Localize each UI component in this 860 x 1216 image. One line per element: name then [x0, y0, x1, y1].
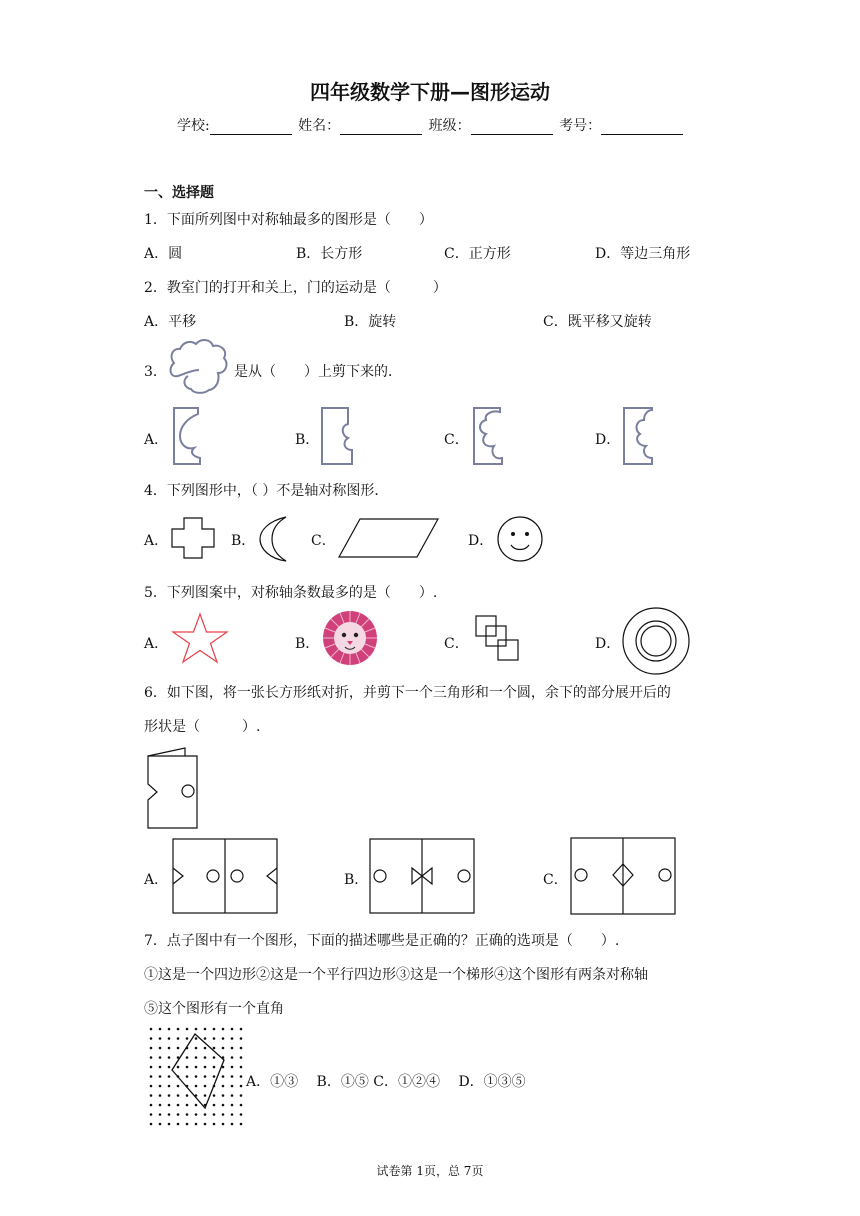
grid-dot [177, 1113, 180, 1116]
q3-option-b[interactable]: B． [295, 432, 320, 448]
grid-dot [222, 1028, 225, 1031]
q1-option-b[interactable]: B．长方形 [296, 246, 363, 262]
q1-stem: 1．下面所列图中对称轴最多的图形是（ ） [144, 212, 433, 228]
grid-dot [213, 1066, 216, 1069]
cross-shape-icon [170, 517, 216, 559]
grid-dot [240, 1037, 243, 1040]
grid-dot [150, 1094, 153, 1097]
q3-option-d[interactable]: D． [595, 432, 621, 448]
grid-dot [195, 1066, 198, 1069]
grid-dot [159, 1066, 162, 1069]
grid-dot [168, 1047, 171, 1050]
grid-dot [240, 1113, 243, 1116]
q5-option-c[interactable]: C． [444, 636, 469, 652]
grid-dot [177, 1066, 180, 1069]
q6-option-c-unfolded-icon [570, 837, 676, 915]
class-label: 班级： [428, 118, 471, 134]
dot-grid-figure [148, 1026, 244, 1128]
q7-stem: 7．点子图中有一个图形，下面的描述哪些是正确的？正确的选项是（ ）. [144, 933, 620, 949]
grid-dot [240, 1056, 243, 1059]
grid-dot [186, 1056, 189, 1059]
page-title: 四年级数学下册—图形运动 [310, 80, 550, 104]
grid-dot [222, 1104, 225, 1107]
q5-option-d[interactable]: D． [595, 636, 621, 652]
q6-option-b[interactable]: B． [344, 872, 369, 888]
grid-dot [222, 1075, 225, 1078]
grid-dot [240, 1094, 243, 1097]
exam-number-blank[interactable] [601, 120, 683, 135]
grid-dot [204, 1047, 207, 1050]
grid-dot [159, 1047, 162, 1050]
grid-dot [195, 1123, 198, 1126]
grid-dot [195, 1075, 198, 1078]
exam-number-label: 考号： [559, 118, 602, 134]
grid-dot [213, 1113, 216, 1116]
q6-option-a[interactable]: A． [144, 872, 169, 888]
grid-dot [168, 1056, 171, 1059]
grid-dot [159, 1085, 162, 1088]
grid-dot [150, 1047, 153, 1050]
grid-dot [231, 1075, 234, 1078]
grid-dot [240, 1123, 243, 1126]
grid-dot [240, 1104, 243, 1107]
grid-dot [231, 1028, 234, 1031]
grid-dot [186, 1123, 189, 1126]
q5-option-a[interactable]: A． [144, 636, 169, 652]
grid-dot [186, 1075, 189, 1078]
grid-dot [231, 1085, 234, 1088]
school-blank[interactable] [210, 120, 292, 135]
grid-dot [231, 1094, 234, 1097]
grid-dot [168, 1123, 171, 1126]
q3-option-b-shape-icon [318, 406, 356, 466]
q4-option-c[interactable]: C． [311, 533, 336, 549]
grid-dot [168, 1028, 171, 1031]
school-label: 学校: [177, 118, 210, 134]
grid-dot [150, 1037, 153, 1040]
grid-dot [177, 1047, 180, 1050]
q3-number: 3． [144, 364, 167, 380]
class-blank[interactable] [471, 120, 553, 135]
parallelogram-icon [338, 518, 440, 558]
grid-dot [168, 1075, 171, 1078]
page-footer: 试卷第 1页，总 7页 [376, 1164, 484, 1178]
q6-option-b-unfolded-icon [369, 838, 475, 914]
grid-dot [231, 1113, 234, 1116]
grid-dot [195, 1028, 198, 1031]
grid-dot [195, 1056, 198, 1059]
grid-dot [186, 1028, 189, 1031]
grid-dot [204, 1094, 207, 1097]
star-icon [170, 612, 230, 664]
grid-dot [213, 1056, 216, 1059]
grid-dot [213, 1104, 216, 1107]
grid-dot [213, 1123, 216, 1126]
grid-dot [159, 1056, 162, 1059]
grid-dot [177, 1028, 180, 1031]
grid-dot [231, 1104, 234, 1107]
grid-dot [222, 1113, 225, 1116]
grid-dot [240, 1075, 243, 1078]
grid-dot [150, 1028, 153, 1031]
grid-dot [204, 1028, 207, 1031]
q3-option-d-shape-icon [620, 406, 656, 466]
grid-dot [204, 1085, 207, 1088]
grid-dot [240, 1047, 243, 1050]
grid-dot [213, 1094, 216, 1097]
grid-dot [195, 1104, 198, 1107]
grid-dot [159, 1113, 162, 1116]
grid-dot [195, 1085, 198, 1088]
q1-option-c[interactable]: C．正方形 [444, 246, 511, 262]
grid-dot [150, 1123, 153, 1126]
grid-dot [177, 1104, 180, 1107]
grid-dot [213, 1047, 216, 1050]
grid-dot [195, 1047, 198, 1050]
q4-option-b[interactable]: B． [231, 533, 256, 549]
grid-dot [204, 1075, 207, 1078]
q6-option-c[interactable]: C． [543, 872, 568, 888]
grid-dot [186, 1113, 189, 1116]
grid-dot [240, 1028, 243, 1031]
section-title: 一、选择题 [144, 185, 214, 201]
q3-option-a[interactable]: A． [144, 432, 169, 448]
grid-dot [168, 1113, 171, 1116]
grid-dot [168, 1037, 171, 1040]
grid-dot [159, 1075, 162, 1078]
grid-dot [231, 1037, 234, 1040]
grid-dot [186, 1094, 189, 1097]
grid-dot [195, 1037, 198, 1040]
q7-statements-line2: ⑤这个图形有一个直角 [144, 1001, 284, 1017]
grid-dot [159, 1037, 162, 1040]
grid-dot [177, 1123, 180, 1126]
q7-statements-line1: ①这是一个四边形②这是一个平行四边形③这是一个梯形④这个图形有两条对称轴 [144, 967, 648, 983]
grid-dot [240, 1085, 243, 1088]
grid-dot [186, 1066, 189, 1069]
grid-dot [150, 1075, 153, 1078]
grid-dot [222, 1037, 225, 1040]
grid-dot [168, 1085, 171, 1088]
grid-dot [150, 1104, 153, 1107]
grid-dot [213, 1028, 216, 1031]
grid-dot [168, 1066, 171, 1069]
grid-dot [177, 1085, 180, 1088]
grid-dot [150, 1066, 153, 1069]
grid-dot [159, 1123, 162, 1126]
grid-dot [204, 1113, 207, 1116]
grid-dot [159, 1028, 162, 1031]
q6-stem-line1: 6．如下图，将一张长方形纸对折，并剪下一个三角形和一个圆，余下的部分展开后的 [144, 685, 671, 701]
grid-dot [231, 1056, 234, 1059]
grid-dot [177, 1094, 180, 1097]
q2-stem: 2．教室门的打开和关上，门的运动是（ ） [144, 280, 447, 296]
q2-option-b[interactable]: B．旋转 [344, 314, 397, 330]
grid-dot [159, 1104, 162, 1107]
grid-dot [168, 1094, 171, 1097]
grid-dot [150, 1056, 153, 1059]
grid-dot [195, 1113, 198, 1116]
cloud-shape-icon [166, 336, 232, 398]
grid-dot [204, 1066, 207, 1069]
name-blank[interactable] [340, 120, 422, 135]
grid-dot [222, 1085, 225, 1088]
q5-stem: 5．下列图案中，对称轴条数最多的是（ ）. [144, 585, 438, 601]
grid-dot [204, 1123, 207, 1126]
grid-dot [150, 1085, 153, 1088]
q5-option-b[interactable]: B． [295, 636, 320, 652]
grid-dot [150, 1113, 153, 1116]
name-label: 姓名： [298, 118, 341, 134]
grid-dot [204, 1037, 207, 1040]
lion-face-icon [322, 610, 378, 666]
grid-dot [159, 1094, 162, 1097]
grid-dot [222, 1123, 225, 1126]
grid-dot [186, 1037, 189, 1040]
grid-dot [213, 1037, 216, 1040]
q4-option-a[interactable]: A． [144, 533, 169, 549]
grid-dot [222, 1094, 225, 1097]
grid-dot [231, 1066, 234, 1069]
q3-option-a-shape-icon [170, 406, 204, 466]
grid-dot [204, 1056, 207, 1059]
grid-dot [231, 1123, 234, 1126]
q4-stem: 4．下列图形中，（ ）不是轴对称图形． [144, 483, 389, 499]
grid-dot [177, 1037, 180, 1040]
q1-option-d[interactable]: D．等边三角形 [595, 246, 691, 262]
grid-dot [213, 1075, 216, 1078]
q7-answer-options[interactable]: A．①③ B．①⑤ C．①②④ D．①③⑤ [246, 1074, 526, 1090]
grid-dot [186, 1104, 189, 1107]
q4-option-d[interactable]: D． [468, 533, 494, 549]
q6-stem-line2: 形状是（ ）. [144, 719, 261, 735]
q3-option-c-shape-icon [470, 406, 508, 466]
folded-paper-icon [145, 744, 201, 830]
q1-option-a[interactable]: A．圆 [144, 246, 183, 262]
q3-stem: 是从（ ）上剪下来的． [234, 364, 402, 380]
q3-option-c[interactable]: C． [444, 432, 469, 448]
grid-dot [240, 1066, 243, 1069]
smiley-face-icon [496, 515, 544, 563]
info-fields [177, 115, 685, 135]
q2-option-a[interactable]: A．平移 [144, 314, 197, 330]
q6-option-a-unfolded-icon [172, 838, 278, 914]
grid-dot [222, 1047, 225, 1050]
crescent-moon-icon [256, 515, 292, 563]
grid-dot [231, 1047, 234, 1050]
overlapping-squares-icon [474, 614, 522, 664]
grid-dot [168, 1104, 171, 1107]
concentric-circles-icon [621, 606, 691, 676]
q2-option-c[interactable]: C．既平移又旋转 [543, 314, 652, 330]
